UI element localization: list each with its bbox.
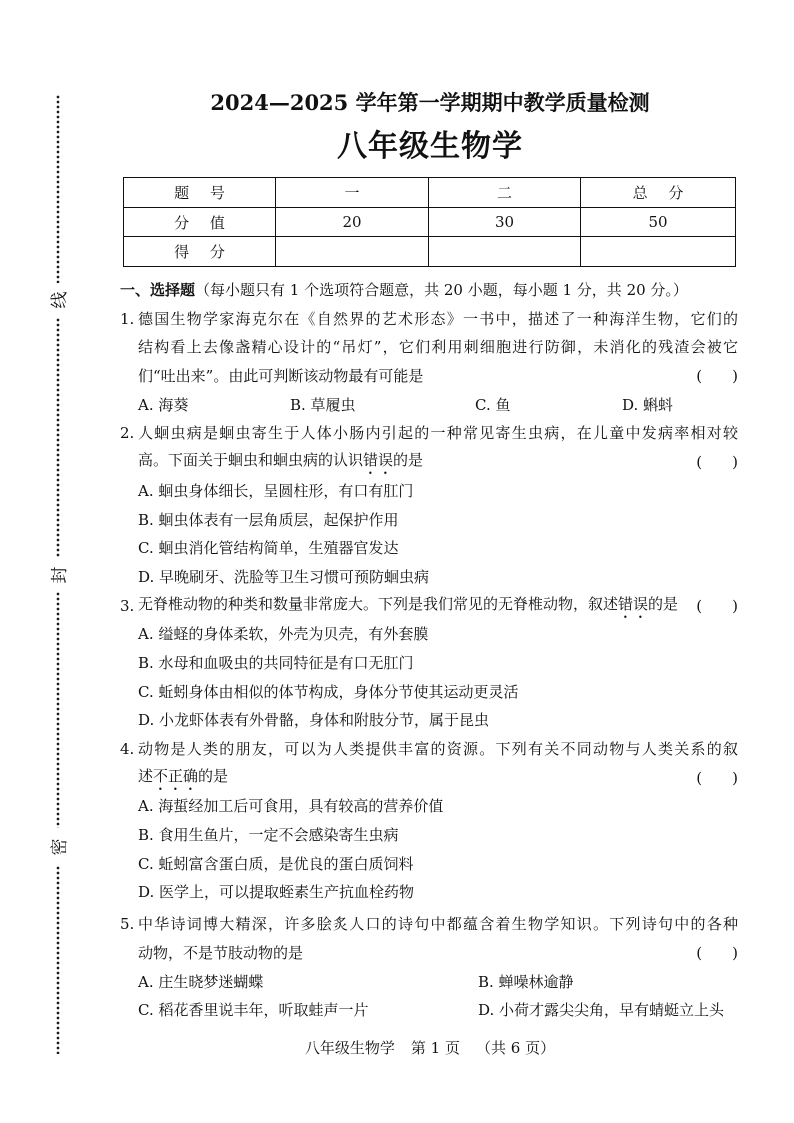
emphasized-keyword: 错误 [363, 451, 394, 470]
answer-bracket: ( ) [696, 943, 738, 962]
option-d: D. 小龙虾体表有外骨骼，身体和附肢分节，属于昆虫 [138, 711, 490, 730]
question-number: 4. [120, 740, 135, 758]
option-b: B. 蛔虫体表有一层角质层，起保护作用 [138, 510, 399, 529]
score-table-label: 分 值 [124, 208, 276, 237]
score-table-row-points [124, 208, 736, 237]
score-table-cell: 一 [276, 178, 429, 208]
option-c: C. 蚯蚓富含蛋白质，是优良的蛋白质饲料 [138, 854, 414, 873]
question-stem-text: 结构看上去像盏精心设计的“吊灯”，它们利用刺细胞进行防御，未消化的残渣会被它 [138, 338, 738, 357]
option-d: D. 蝌蚪 [622, 395, 674, 414]
question-stem-text [138, 590, 678, 622]
emphasized-keyword: 不正确 [153, 767, 199, 786]
binding-dotted-line [56, 95, 60, 283]
question-stem-text [138, 762, 228, 794]
question-stem-line [120, 419, 738, 448]
binding-dotted-line [56, 592, 60, 828]
option-c: C. 蛔虫消化管结构简单，生殖器官发达 [138, 539, 399, 558]
question-stem-line [120, 333, 738, 362]
question-stem-text: 们“吐出来”。由此可判断该动物最有可能是 [138, 367, 424, 386]
question-stem-line [120, 910, 738, 939]
option-d: D. 医学上，可以提取蛭素生产抗血栓药物 [138, 883, 415, 902]
answer-bracket: ( ) [696, 367, 738, 386]
question-options-row [120, 996, 738, 1025]
option-b: B. 蝉噪林逾静 [478, 972, 574, 991]
question-stem-text: 中华诗词博大精深，许多脍炙人口的诗句中都蕴含着生物学知识。下列诗句中的各种 [138, 915, 738, 934]
question-options-row [120, 968, 738, 997]
stem-text-after: 的是 [393, 451, 424, 470]
question-stem-line [120, 362, 738, 391]
footer-page-number: 第 1 页 [410, 1039, 460, 1057]
question-number: 1. [120, 309, 135, 328]
score-table-row-score [124, 237, 736, 267]
footer-total-pages: （共 6 页） [476, 1039, 556, 1057]
question-stem-line [120, 305, 738, 334]
stem-text-after: 的是 [198, 767, 229, 786]
score-table-cell: 50 [581, 208, 736, 237]
binding-mark-line: 线 [50, 291, 70, 309]
option-a: A. 庄生晓梦迷蝴蝶 [138, 972, 264, 991]
binding-dotted-line [56, 866, 60, 1054]
option-b: B. 水母和血吸虫的共同特征是有口无肛门 [138, 653, 414, 672]
section-multiple-choice [120, 276, 738, 1025]
score-table-cell: 总 分 [581, 178, 736, 208]
binding-mark-secret: 密 [50, 838, 70, 856]
option-a: A. 缢蛏的身体柔软，外壳为贝壳，有外套膜 [138, 625, 429, 644]
score-table-cell: 30 [429, 208, 581, 237]
score-table-label: 题 号 [124, 178, 276, 208]
footer-subject: 八年级生物学 [304, 1039, 395, 1057]
question-4 [120, 735, 738, 907]
option-a: A. 蛔虫身体细长，呈圆柱形，有口有肛门 [138, 481, 414, 500]
stem-text-before: 无脊椎动物的种类和数量非常庞大。下列是我们常见的无脊椎动物，叙述 [138, 594, 619, 613]
score-table-empty-cell [581, 237, 736, 267]
section-instructions: （每小题只有 1 个选项符合题意，共 20 小题，每小题 1 分，共 20 分。） [195, 281, 688, 299]
stem-text-before: 述 [138, 767, 154, 786]
option-d: D. 小荷才露尖尖角，早有蜻蜓立上头 [478, 1001, 725, 1020]
question-number: 5. [120, 915, 135, 934]
score-table-empty-cell [276, 237, 429, 267]
option-c: C. 鱼 [475, 395, 511, 414]
question-number: 3. [120, 596, 135, 615]
answer-bracket: ( ) [696, 596, 738, 615]
question-stem-line [120, 764, 738, 793]
question-stem-text: 人蛔虫病是蛔虫寄生于人体小肠内引起的一种常见寄生虫病，在儿童中发病率相对较 [138, 424, 738, 443]
option-a: A. 海葵 [138, 395, 189, 414]
question-1 [120, 305, 738, 420]
exam-title: 2024—2025 学年第一学期期中教学质量检测 [210, 90, 650, 115]
subject-title: 八年级生物学 [337, 129, 523, 164]
question-options-row [120, 391, 738, 420]
binding-dotted-line [56, 318, 60, 558]
question-3 [120, 592, 738, 735]
question-number: 2. [120, 424, 135, 443]
score-table-label: 得 分 [124, 237, 276, 267]
emphasized-keyword: 错误 [618, 594, 649, 613]
answer-bracket: ( ) [696, 453, 738, 472]
stem-text-before: 高。下面关于蛔虫和蛔虫病的认识 [138, 451, 364, 470]
answer-bracket: ( ) [696, 768, 738, 787]
section-heading-title: 一、选择题 [120, 281, 196, 299]
binding-mark-seal: 封 [50, 566, 70, 584]
option-c: C. 蚯蚓身体由相似的体节构成，身体分节使其运动更灵活 [138, 682, 519, 701]
question-stem-text: 动物，不是节肢动物的是 [138, 943, 304, 962]
score-table-empty-cell [429, 237, 581, 267]
option-d: D. 早晚刷牙、洗脸等卫生习惯可预防蛔虫病 [138, 567, 430, 586]
score-table-cell: 20 [276, 208, 429, 237]
question-stem-text: 动物是人类的朋友，可以为人类提供丰富的资源。下列有关不同动物与人类关系的叙 [138, 740, 738, 758]
score-table-cell: 二 [429, 178, 581, 208]
question-stem-line [120, 735, 738, 764]
score-table [123, 177, 736, 267]
option-b: B. 食用生鱼片，一定不会感染寄生虫病 [138, 826, 399, 845]
question-2 [120, 419, 738, 591]
section-heading [120, 276, 738, 305]
option-a: A. 海蜇经加工后可食用，具有较高的营养价值 [138, 797, 444, 816]
question-stem-line [120, 448, 738, 477]
page-footer [230, 1037, 630, 1059]
stem-text-after: 的是 [648, 594, 679, 613]
question-5 [120, 910, 738, 1025]
question-stem-text: 德国生物学家海克尔在《自然界的艺术形态》一书中，描述了一种海洋生物，它们的 [138, 309, 738, 328]
question-stem-line [120, 939, 738, 968]
question-stem-text [138, 446, 423, 478]
option-b: B. 草履虫 [290, 395, 356, 414]
score-table-row-question-number [124, 178, 736, 208]
question-stem-line [120, 592, 738, 621]
option-c: C. 稻花香里说丰年，听取蛙声一片 [138, 1001, 369, 1020]
